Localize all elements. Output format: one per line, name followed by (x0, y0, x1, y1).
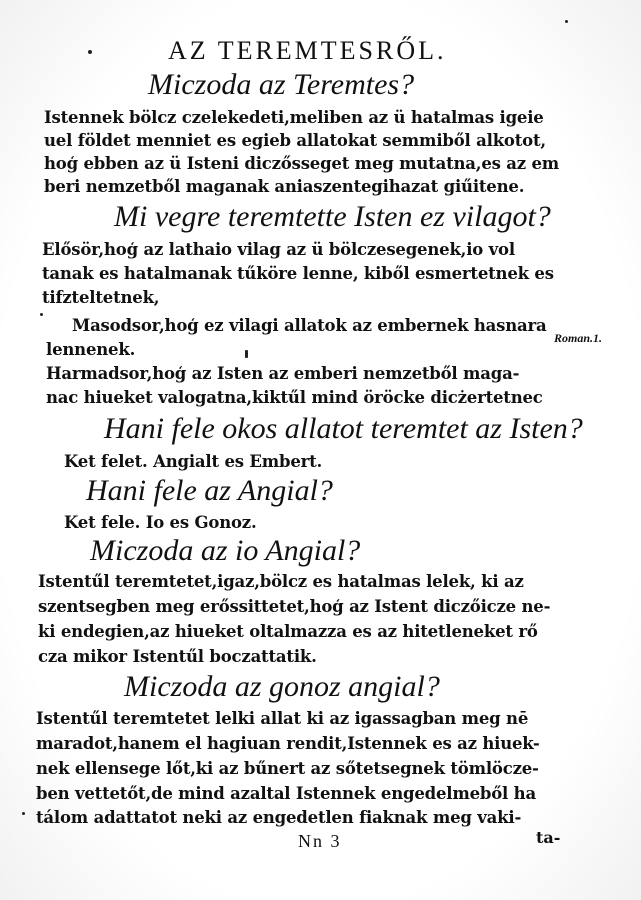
answer-line: szentsegben meg erőssittetet,hoģ az Istent diczőicze ne- (38, 597, 551, 616)
answer-line: tanak es hatalmanak tűköre lenne, kiből esmertetnek es (42, 264, 554, 283)
ink-speck (22, 812, 25, 815)
answer-line: Elősör,hoģ az lathaio vilag az ü bölczesegenek,io vol (42, 240, 515, 259)
answer-line: Istennek bölcz czelekedeti,meliben az ü hatalmas igeie (44, 108, 544, 127)
question-heading-5: Miczoda az io Angial? (90, 534, 361, 567)
question-heading-2: Mi vegre teremtette Isten ez vilagot? (114, 200, 551, 233)
answer-line: cza mikor Istentűl boczattatik. (38, 647, 317, 666)
question-heading-3: Hani fele okos allatot teremtet az Isten? (104, 412, 583, 445)
margin-note: Roman.1. (554, 331, 603, 345)
answer-line: lennenek. (46, 340, 136, 359)
running-head: AZ TEREMTESRŐL. (168, 36, 447, 65)
answer-line: Istentűl teremtetet,igaz,bölcz es hatalmas lelek, ki az (38, 572, 524, 591)
ink-speck (245, 350, 248, 358)
question-heading-4: Hani fele az Angial? (86, 474, 333, 507)
answer-line: nek ellensege lőt,ki az bűnert az sőtetsegnek tömlöcze- (36, 759, 539, 778)
answer-line: Ket fele. Io es Gonoz. (64, 513, 257, 532)
ink-speck (565, 20, 568, 23)
answer-line: tifzteltetnek, (42, 288, 160, 307)
answer-line: hoģ ebben az ü Isteni diczősseget meg mutatna,es az em (44, 154, 560, 173)
catchword: ta- (536, 828, 561, 847)
answer-line: ki endegien,az hiueket oltalmazza es az hitetleneket rő (38, 622, 538, 641)
question-heading-1: Miczoda az Teremtes? (148, 68, 415, 101)
question-heading-6: Miczoda az gonoz angial? (124, 670, 440, 703)
answer-line: nac hiueket valogatna,kiktűl mind öröcke dicżertetnec (46, 388, 543, 407)
answer-line: tálom adattatot neki az engedetlen fiaknak meg vaki- (36, 808, 522, 827)
ink-speck (40, 313, 43, 316)
ink-speck (88, 50, 92, 54)
answer-line: Istentűl teremtetet lelki allat ki az igassagban meg nē (36, 709, 529, 728)
answer-line: uel földet menniet es egieb allatokat semmiből alkotot, (44, 131, 546, 150)
answer-line: Masodsor,hoģ ez vilagi allatok az embernek hasnara (72, 316, 547, 335)
answer-line: Harmadsor,hoģ az Isten az emberi nemzetből maga- (46, 364, 520, 383)
answer-line: beri nemzetből maganak aniaszentegihazat giűitene. (44, 177, 525, 196)
answer-line: maradot,hanem el hagiuan rendit,Istennek es az hiuek- (36, 734, 540, 753)
signature-mark: Nn 3 (298, 831, 342, 851)
answer-line: Ket felet. Angialt es Embert. (64, 452, 323, 471)
answer-line: ben vettetőt,de mind azaltal Istennek engedelmeből ha (36, 784, 536, 803)
